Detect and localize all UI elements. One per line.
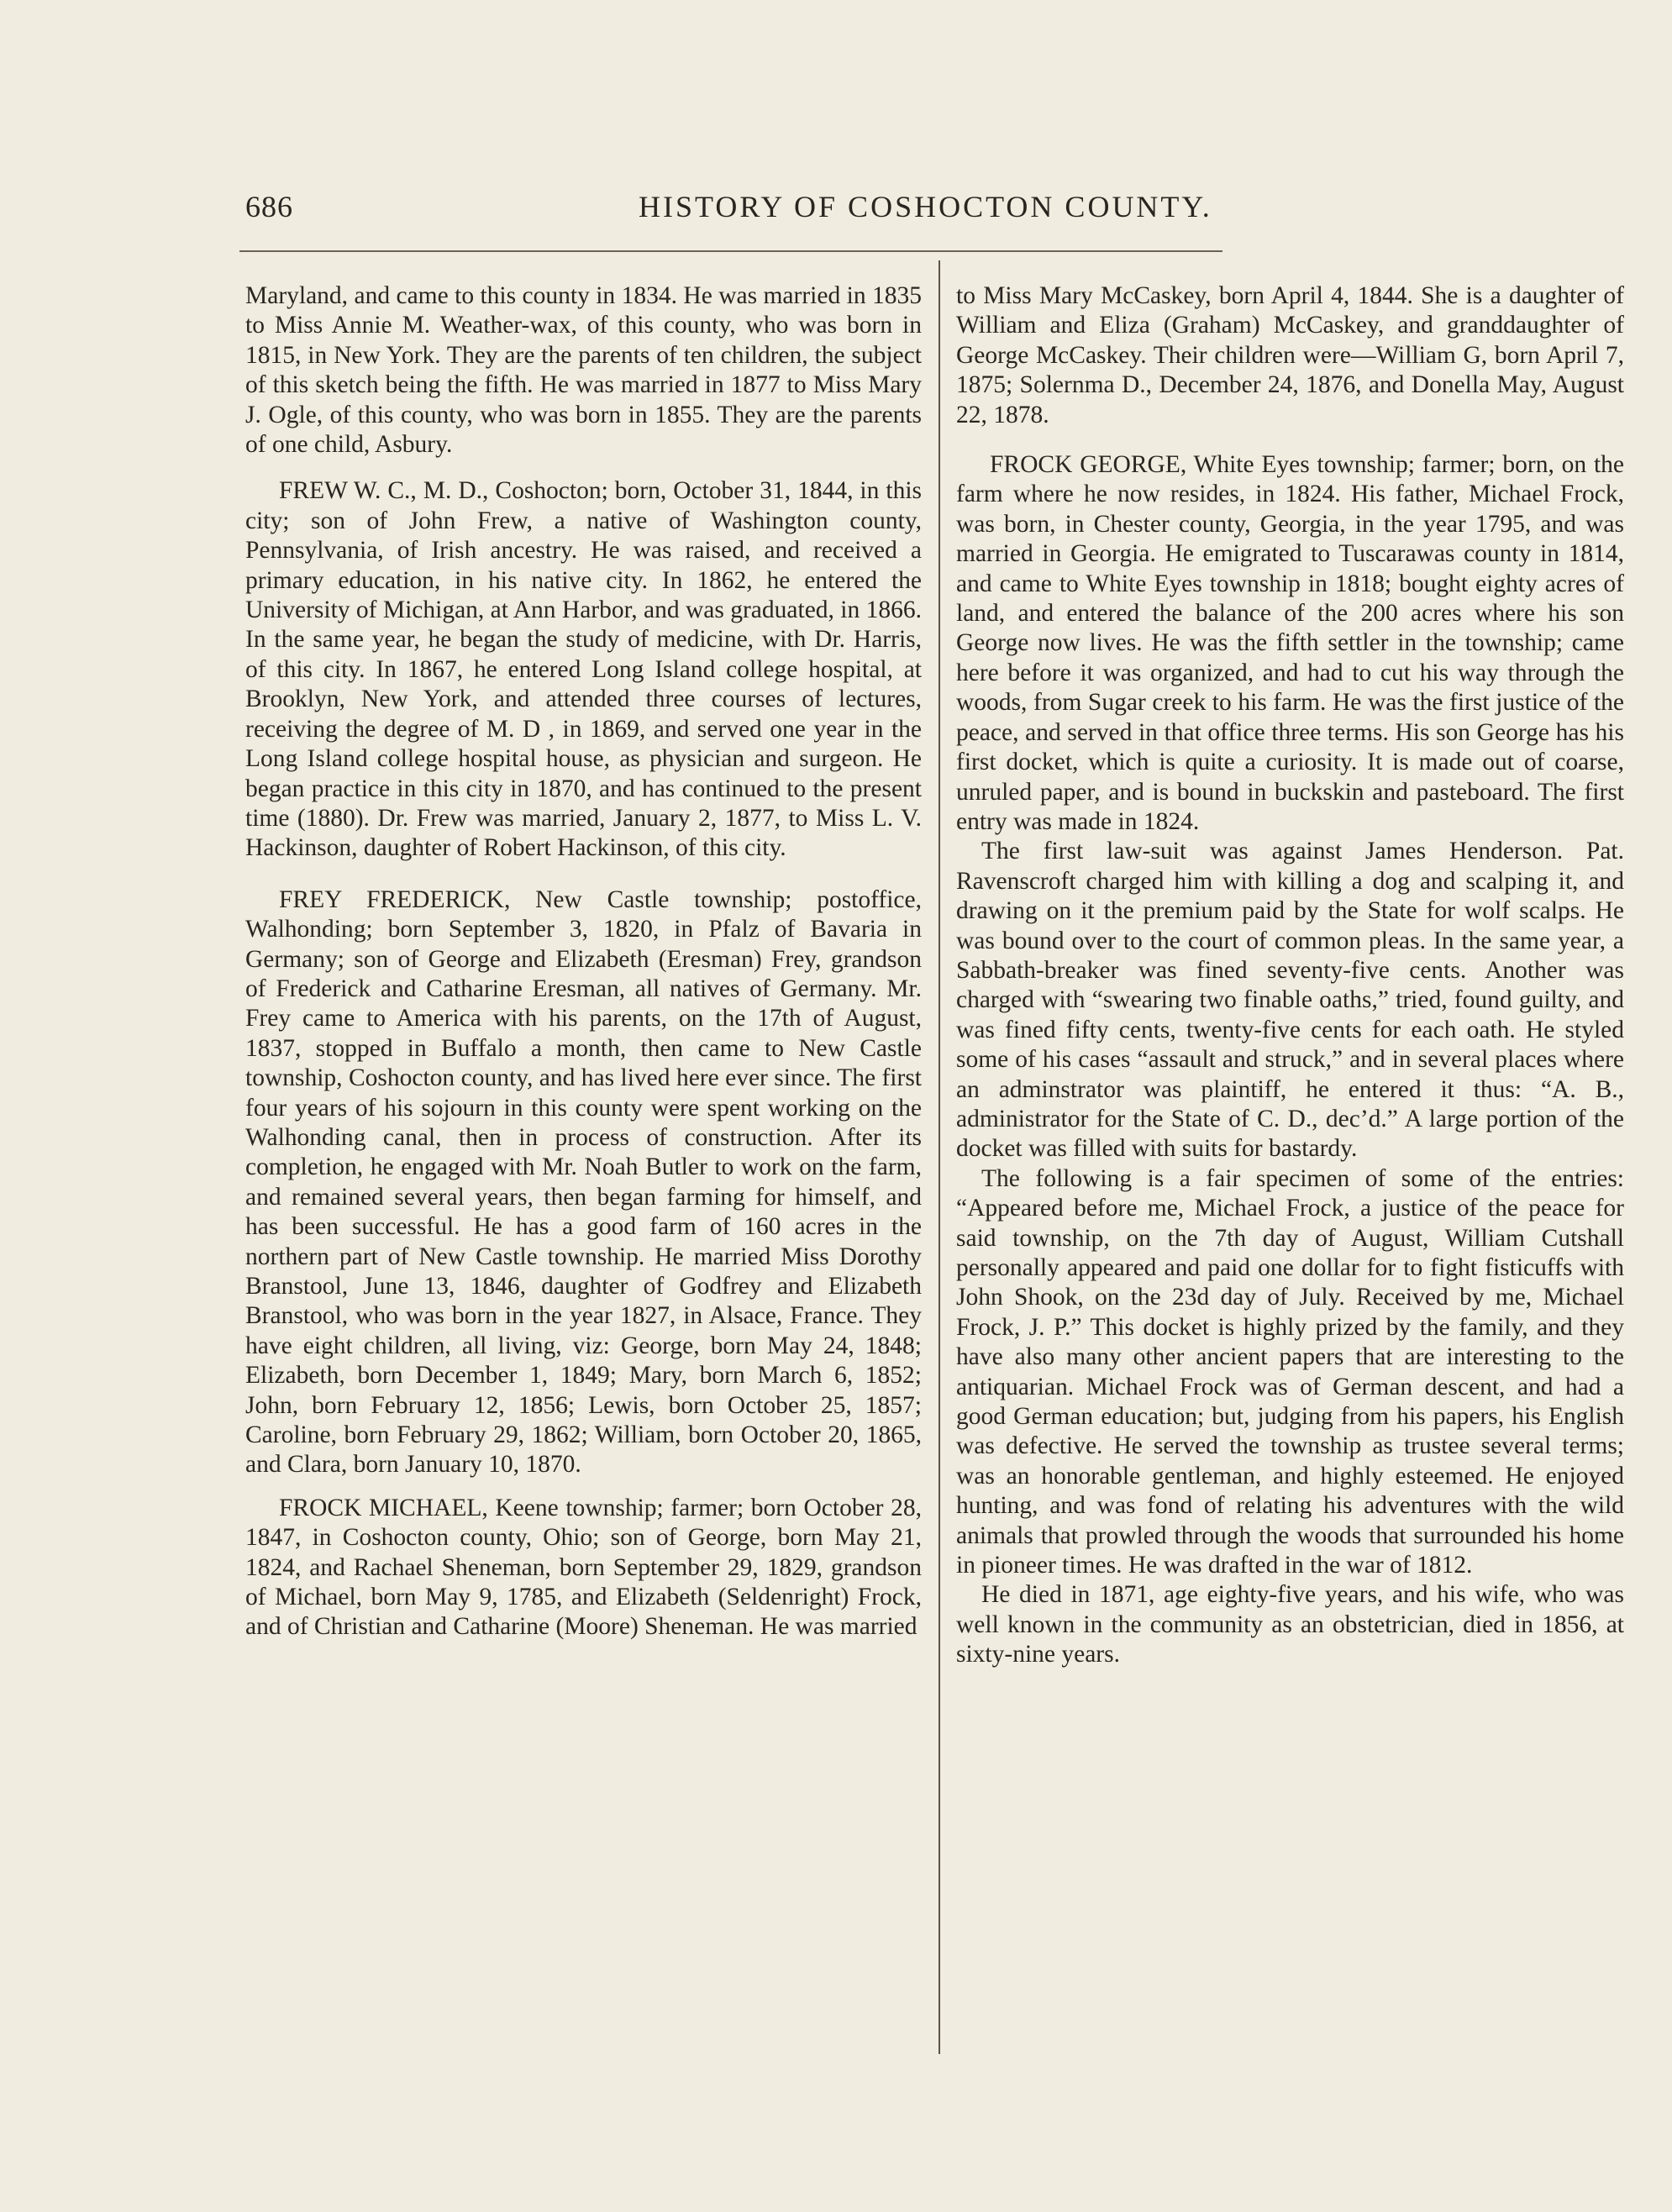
- column-divider: [939, 260, 940, 2054]
- entry-frey: FREY FREDERICK, New Castle township; postoffice, Walhonding; born September 3, 1820, in Pfalz of Bavaria in Germany; son of George and Elizabeth (Eresman) Frey, grandson of Frederick and Catharine Eresman, all natives of Germany. Mr. Frey came to America with his parents, on the 17th of August, 1837, stopped in Buffalo a month, then came to New Castle township, Coshocton county, and has lived here ever since. The first four years of his sojourn in this county were spent working on the Walhonding canal, then in process of construction. After its completion, he engaged with Mr. Noah Butler to work on the farm, and remained several years, then began farming for himself, and has been successful. He has a good farm of 160 acres in the northern part of New Castle township. He married Miss Dorothy Branstool, June 13, 1846, daughter of Godfrey and Elizabeth Branstool, who was born in the year 1827, in Alsace, France. They have eight children, all living, viz: George, born May 24, 1848; Elizabeth, born December 1, 1849; Mary, born March 6, 1852; John, born February 12, 1856; Lewis, born October 25, 1857; Caroline, born February 29, 1862; William, born October 20, 1865, and Clara, born January 10, 1870.: [245, 885, 922, 1479]
- paragraph: The following is a fair specimen of some of the entries: “Appeared before me, Michael Frock, a justice of the peace for said township, on the 7th day of August, William Cutshall personally appeared and paid one dollar for to fight fisticuffs with John Shook, on the 23d day of July. Received by me, Michael Frock, J. P.” This docket is highly prized by the family, and they have also many other ancient papers that are interesting to the antiquarian. Michael Frock was of German descent, and had a good German education; but, judging from his papers, his English was defective. He served the township as trustee several terms; was an honorable gentleman, and highly esteemed. He enjoyed hunting, and was fond of relating his adventures with the wild animals that prowled through the woods that surrounded his home in pioneer times. He was drafted in the war of 1812.: [956, 1164, 1624, 1579]
- right-column: [956, 281, 1624, 1670]
- page-header: [245, 189, 1237, 239]
- page-number: 686: [245, 190, 293, 223]
- entry-frew: FREW W. C., M. D., Coshocton; born, October 31, 1844, in this city; son of John Frew, a native of Washington county, Pennsylvania, of Irish ancestry. He was raised, and received a primary education, in his native city. In 1862, he entered the University of Michigan, at Ann Harbor, and was graduated, in 1866. In the same year, he began the study of medicine, with Dr. Harris, of this city. In 1867, he entered Long Island college hospital, at Brooklyn, New York, and attended three courses of lectures, receiving the degree of M. D , in 1869, and served one year in the Long Island college hospital house, as physician and surgeon. He began practice in this city in 1870, and has continued to the present time (1880). Dr. Frew was married, January 2, 1877, to Miss L. V. Hackinson, daughter of Robert Hackinson, of this city.: [245, 477, 922, 862]
- entry-frock-george: FROCK GEORGE, White Eyes township; farmer; born, on the farm where he now resides, in 1824. His father, Michael Frock, was born, in Chester county, Georgia, in the year 1795, and was married in Georgia. He emigrated to Tuscarawas county in 1814, and came to White Eyes township in 1818; bought eighty acres of land, and entered the balance of the 200 acres where his son George now lives. He was the fifth settler in the township; came here before it was organized, and had to cut his way through the woods, from Sugar creek to his farm. He was the first justice of the peace, and served in that office three terms. His son George has his first docket, which is quite a curiosity. It is made out of coarse, unruled paper, and is bound in buckskin and pasteboard. The first entry was made in 1824.: [956, 451, 1624, 835]
- entry-frock-michael: FROCK MICHAEL, Keene township; farmer; born October 28, 1847, in Coshocton county, Ohio; son of George, born May 21, 1824, and Rachael Sheneman, born September 29, 1829, grandson of Michael, born May 9, 1785, and Elizabeth (Seldenright) Frock, and of Christian and Catharine (Moore) Sheneman. He was married: [245, 1494, 922, 1641]
- paragraph: The first law-suit was against James Henderson. Pat. Ravenscroft charged him with killing a dog and scalping it, and drawing on it the premium paid by the State for wolf scalps. He was bound over to the court of common pleas. In the same year, a Sabbath-breaker was fined seventy-five cents. Another was charged with “swearing two finable oaths,” tried, found guilty, and was fined fifty cents, twenty-five cents for each oath. He styled some of his cases “assault and struck,” and in several places where an adminstrator was plaintiff, he entered it thus: “A. B., administrator for the State of C. D., dec’d.” A large portion of the docket was filled with suits for bastardy.: [956, 838, 1624, 1163]
- paragraph: He died in 1871, age eighty-five years, and his wife, who was well known in the community as an obstetrician, died in 1856, at sixty-nine years.: [956, 1581, 1624, 1668]
- left-column: [245, 281, 922, 1642]
- paragraph: to Miss Mary McCaskey, born April 4, 1844. She is a daughter of William and Eliza (Graham) McCaskey, and granddaughter of George McCaskey. Their children were—William G, born April 7, 1875; Solernma D., December 24, 1876, and Donella May, August 22, 1878.: [956, 282, 1624, 428]
- paragraph: Maryland, and came to this county in 1834. He was married in 1835 to Miss Annie M. Weather-wax, of this county, who was born in 1815, in New York. They are the parents of ten children, the subject of this sketch being the fifth. He was married in 1877 to Miss Mary J. Ogle, of this county, who was born in 1855. They are the parents of one child, Asbury.: [245, 282, 922, 459]
- header-rule: [239, 250, 1222, 252]
- running-title: HISTORY OF COSHOCTON COUNTY.: [639, 190, 1212, 223]
